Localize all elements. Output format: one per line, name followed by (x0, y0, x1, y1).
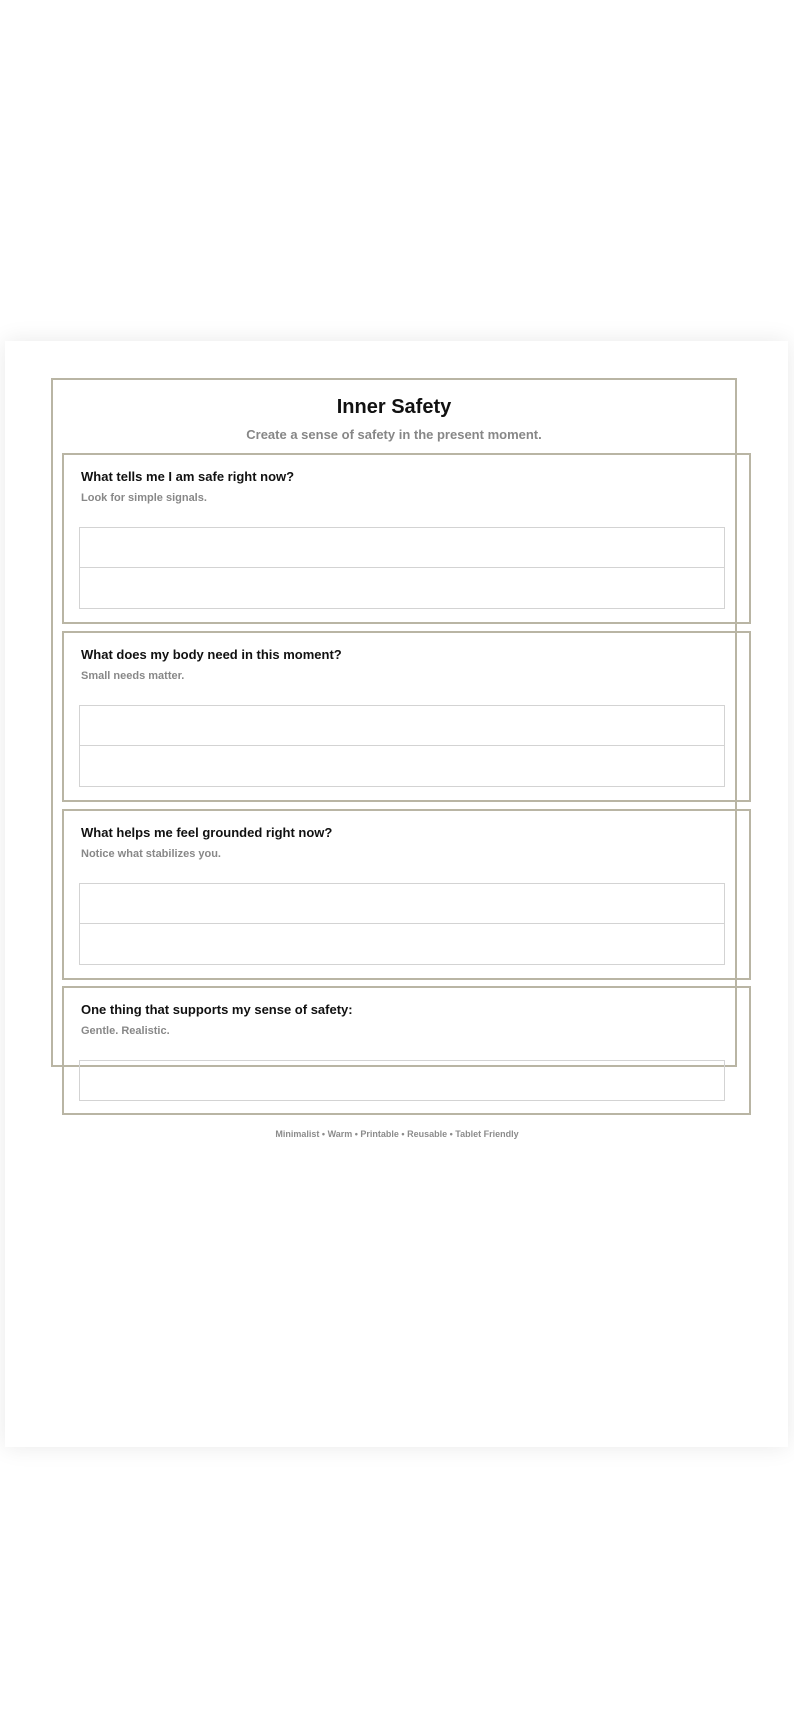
prompt-question: One thing that supports my sense of safety: (81, 1002, 353, 1017)
answer-line[interactable] (79, 746, 725, 787)
worksheet-footer: Minimalist • Warm • Printable • Reusable • Tablet Friendly (275, 1129, 519, 1139)
answer-lines (79, 705, 725, 787)
answer-line[interactable] (79, 568, 725, 609)
answer-lines (79, 883, 725, 965)
answer-line[interactable] (79, 705, 725, 746)
prompt-hint: Gentle. Realistic. (81, 1025, 170, 1037)
prompt-question: What does my body need in this moment? (81, 647, 342, 662)
prompt-hint: Notice what stabilizes you. (81, 848, 221, 860)
answer-line[interactable] (79, 924, 725, 965)
answer-line[interactable] (79, 883, 725, 924)
answer-line[interactable] (79, 527, 725, 568)
answer-lines (79, 527, 725, 609)
prompt-question: What tells me I am safe right now? (81, 469, 295, 484)
prompt-card-body-needs (62, 631, 751, 802)
answer-line[interactable] (79, 1060, 725, 1101)
prompt-question: What helps me feel grounded right now? (81, 825, 333, 840)
prompt-hint: Small needs matter. (81, 670, 185, 682)
prompt-hint: Look for simple signals. (81, 492, 207, 504)
worksheet-title: Inner Safety (336, 396, 452, 418)
worksheet-subtitle: Create a sense of safety in the present moment. (246, 427, 542, 442)
prompt-card-safe-now (62, 453, 751, 624)
prompt-card-support (62, 986, 751, 1115)
answer-lines (79, 1060, 725, 1101)
prompt-card-grounded (62, 809, 751, 980)
